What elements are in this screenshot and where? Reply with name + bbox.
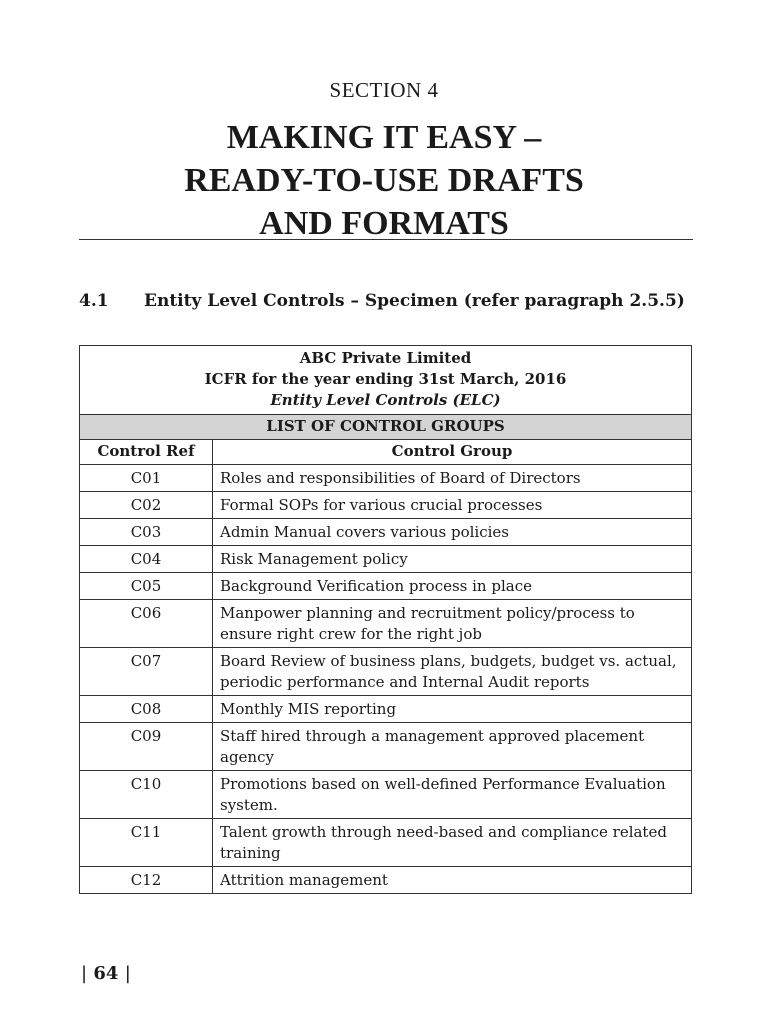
section-label: SECTION 4 — [329, 78, 439, 102]
table-row — [80, 465, 692, 492]
subsection-title: Entity Level Controls – Specimen (refer paragraph 2.5.5) — [144, 291, 685, 311]
page-title-line: AND FORMATS — [259, 205, 509, 242]
control-group-cell: Admin Manual covers various policies — [213, 519, 692, 546]
column-header-control-ref: Control Ref — [80, 440, 213, 465]
control-ref-cell: C05 — [80, 573, 213, 600]
title-divider — [79, 239, 693, 240]
control-group-cell: Talent growth through need-based and compliance related training — [213, 819, 692, 867]
entity-level-controls-table — [79, 345, 692, 894]
control-group-cell: Staff hired through a management approved placement agency — [213, 723, 692, 771]
subsection-heading — [79, 289, 693, 314]
table-row — [80, 519, 692, 546]
table-row — [80, 867, 692, 894]
table-row — [80, 492, 692, 519]
control-group-cell: Attrition management — [213, 867, 692, 894]
table-caption-row — [80, 346, 692, 415]
table-subtitle: Entity Level Controls (ELC) — [270, 391, 501, 409]
control-ref-cell: C01 — [80, 465, 213, 492]
page-title-line: READY-TO-USE DRAFTS — [184, 162, 584, 199]
control-ref-cell: C02 — [80, 492, 213, 519]
control-ref-cell: C10 — [80, 771, 213, 819]
column-header-row — [80, 440, 692, 465]
reporting-period: ICFR for the year ending 31st March, 2016 — [204, 370, 567, 388]
company-name: ABC Private Limited — [299, 349, 472, 367]
group-header-row — [80, 415, 692, 440]
page-footer — [81, 963, 131, 984]
control-ref-cell: C07 — [80, 648, 213, 696]
page-title — [0, 116, 768, 245]
table-row — [80, 600, 692, 648]
control-group-cell: Manpower planning and recruitment policy/process to ensure right crew for the right job — [213, 600, 692, 648]
table-caption — [80, 346, 692, 415]
footer-bar-right: | — [124, 963, 131, 984]
group-header: LIST OF CONTROL GROUPS — [80, 415, 692, 440]
column-header-control-group: Control Group — [213, 440, 692, 465]
control-group-cell: Promotions based on well-defined Performance Evaluation system. — [213, 771, 692, 819]
table-row — [80, 819, 692, 867]
control-ref-cell: C06 — [80, 600, 213, 648]
table-row — [80, 648, 692, 696]
control-ref-cell: C08 — [80, 696, 213, 723]
table-row — [80, 573, 692, 600]
table-row — [80, 546, 692, 573]
control-ref-cell: C12 — [80, 867, 213, 894]
table-row — [80, 696, 692, 723]
control-group-cell: Risk Management policy — [213, 546, 692, 573]
control-group-cell: Background Verification process in place — [213, 573, 692, 600]
table-row — [80, 723, 692, 771]
control-group-cell: Roles and responsibilities of Board of Directors — [213, 465, 692, 492]
control-group-cell: Board Review of business plans, budgets, budget vs. actual, periodic performance and Internal Audit reports — [213, 648, 692, 696]
page-title-line: MAKING IT EASY – — [226, 119, 542, 156]
control-ref-cell: C09 — [80, 723, 213, 771]
control-ref-cell: C11 — [80, 819, 213, 867]
control-ref-cell: C03 — [80, 519, 213, 546]
footer-bar-left: | — [81, 963, 88, 984]
page-number: 64 — [93, 963, 119, 984]
control-group-cell: Formal SOPs for various crucial processes — [213, 492, 692, 519]
control-ref-cell: C04 — [80, 546, 213, 573]
control-group-cell: Monthly MIS reporting — [213, 696, 692, 723]
subsection-number: 4.1 — [79, 291, 109, 311]
table-row — [80, 771, 692, 819]
table-body — [80, 465, 692, 894]
